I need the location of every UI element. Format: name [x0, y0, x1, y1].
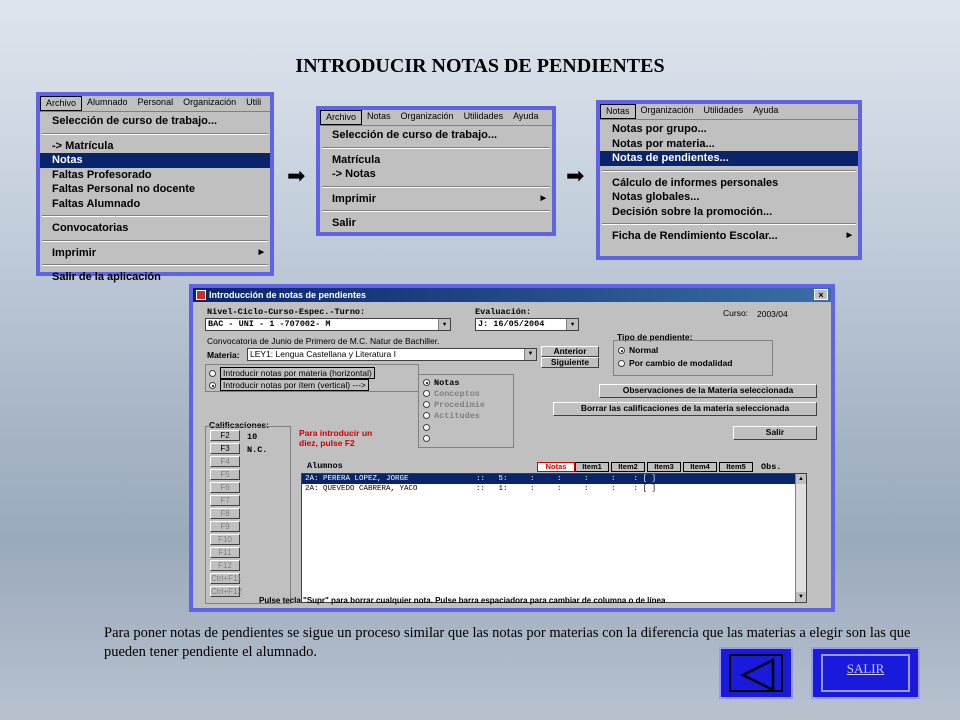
- anterior-button[interactable]: Anterior: [541, 346, 599, 357]
- materia-select[interactable]: [247, 348, 537, 361]
- menu-separator: [322, 186, 550, 188]
- modo-introduccion-group: [205, 364, 419, 392]
- radio-icon: [209, 370, 216, 377]
- menu-item-calculo-informes[interactable]: Cálculo de informes personales: [612, 176, 779, 189]
- menu-organizacion[interactable]: Organización: [640, 105, 694, 115]
- materia-value: LEY1: Lengua Castellana y Literatura I: [250, 349, 397, 359]
- radio-icon: [209, 382, 216, 389]
- back-button[interactable]: [719, 647, 793, 699]
- menu-separator: [602, 223, 856, 225]
- evaluacion-label: Evaluación:: [475, 307, 532, 317]
- scroll-down-icon[interactable]: ▼: [796, 592, 806, 602]
- radio-icon: [423, 435, 430, 442]
- fkey-f5[interactable]: F5: [210, 469, 240, 480]
- triangle-left-icon: [741, 658, 775, 692]
- menu-utilidades[interactable]: Utilidades: [463, 111, 504, 121]
- col-header-obs: Obs.: [761, 462, 782, 472]
- menu-notas[interactable]: Notas: [367, 111, 391, 121]
- fkey-f3[interactable]: F3: [210, 443, 240, 454]
- arrow-right-icon: ➡: [566, 163, 585, 188]
- menu-separator: [42, 240, 268, 242]
- radio-intro-materia[interactable]: [209, 368, 375, 378]
- radio-icon: [423, 390, 430, 397]
- radio-label: Normal: [629, 345, 659, 355]
- page-title: INTRODUCIR NOTAS DE PENDIENTES: [295, 55, 665, 77]
- table-row[interactable]: 2A: QUEVEDO CABRERA, YACO :: 1: : : : : : [ ]: [305, 485, 657, 493]
- radio-label: Por cambio de modalidad: [629, 358, 733, 368]
- menu-item-decision-promocion[interactable]: Decisión sobre la promoción...: [612, 205, 773, 218]
- f3-value: N.C.: [247, 445, 268, 455]
- menu-organizacion[interactable]: Organización: [400, 111, 454, 121]
- alumnos-label: Alumnos: [307, 461, 343, 471]
- chevron-down-icon: ▼: [524, 349, 536, 360]
- app-icon: [196, 290, 206, 300]
- menu-item-label: Imprimir: [332, 192, 377, 205]
- menu-item-notas-pendientes[interactable]: Notas de pendientes...: [600, 151, 858, 166]
- col-header-item1[interactable]: Item1: [575, 462, 609, 472]
- fkey-f6[interactable]: F6: [210, 482, 240, 493]
- calificaciones-label: Calificaciones:: [209, 420, 269, 430]
- submenu-arrow-icon: ▶: [258, 248, 264, 256]
- menu-bar: [600, 104, 858, 120]
- fkey-f8[interactable]: F8: [210, 508, 240, 519]
- scroll-up-icon[interactable]: ▲: [796, 474, 806, 484]
- radio-label: Introducir notas por materia (horizontal): [220, 367, 375, 379]
- menu-archivo[interactable]: Archivo: [40, 96, 82, 111]
- menu-item-matricula[interactable]: Matrícula: [332, 153, 381, 166]
- radio-icon: [423, 424, 430, 431]
- radio-item-empty[interactable]: [423, 433, 434, 443]
- fkey-f10[interactable]: F10: [210, 534, 240, 545]
- radio-label: Procedimie: [434, 400, 486, 410]
- menu-separator: [42, 264, 268, 266]
- dialog-title: Introducción de notas de pendientes: [209, 290, 367, 300]
- menu-item-label: Ficha de Rendimiento Escolar...: [612, 230, 778, 242]
- menu-separator: [322, 210, 550, 212]
- menu-item-convocatorias[interactable]: Convocatorias: [52, 222, 129, 234]
- fkey-f2[interactable]: F2: [210, 430, 240, 441]
- menu-screenshot-notas-submenu: [596, 100, 862, 260]
- menu-item-imprimir[interactable]: [320, 192, 552, 207]
- submenu-arrow-icon: ▶: [846, 232, 852, 239]
- radio-label: Notas: [434, 378, 460, 388]
- alumnos-grid[interactable]: [301, 473, 807, 603]
- menu-archivo[interactable]: Archivo: [320, 110, 362, 125]
- menu-separator: [602, 170, 856, 172]
- col-header-item3[interactable]: Item3: [647, 462, 681, 472]
- fkey-f12[interactable]: F12: [210, 560, 240, 571]
- menu-item-imprimir[interactable]: [40, 246, 270, 261]
- salir-link[interactable]: SALIR: [846, 661, 885, 676]
- chevron-down-icon: ▼: [438, 319, 450, 330]
- f2-value: 10: [247, 432, 258, 442]
- fkey-f11[interactable]: F11: [210, 547, 240, 558]
- menu-bar: [40, 96, 270, 112]
- menu-ayuda[interactable]: Ayuda: [753, 105, 779, 115]
- menu-separator: [42, 133, 268, 135]
- col-header-notas[interactable]: Notas: [537, 462, 575, 472]
- curso-value: 2003/04: [757, 309, 788, 319]
- menu-item-salir[interactable]: Salir: [332, 217, 356, 229]
- radio-icon: [423, 379, 430, 386]
- radio-label: Conceptos: [434, 389, 480, 399]
- evaluacion-value: J: 16/05/2004: [478, 319, 545, 329]
- col-header-item5[interactable]: Item5: [719, 462, 753, 472]
- footer-hint: Pulse tecla "Supr" para borrar cualquier nota. Pulse barra espaciadora para cambiar de columna o de línea: [259, 596, 666, 605]
- nivel-label: Nivel-Ciclo-Curso-Espec.-Turno:: [207, 307, 366, 317]
- convocatoria-text: Convocatoria de Junio de Primero de M.C. Natur de Bachiller.: [207, 336, 440, 346]
- tipo-pendiente-group: [613, 340, 773, 376]
- radio-item-procedimientos[interactable]: [423, 400, 485, 410]
- nivel-select[interactable]: [205, 318, 451, 331]
- radio-item-actitudes[interactable]: [423, 411, 480, 421]
- menu-personal[interactable]: Personal: [137, 97, 174, 107]
- menu-utilidades[interactable]: Utilidades: [703, 105, 744, 115]
- evaluacion-select[interactable]: [475, 318, 579, 331]
- menu-separator: [322, 147, 550, 149]
- col-header-item2[interactable]: Item2: [611, 462, 645, 472]
- table-row[interactable]: 2A: PERERA LOPEZ, JORGE :: 5: : : : : : [ ]: [302, 474, 806, 484]
- menu-item-matricula[interactable]: -> Matrícula: [52, 139, 114, 152]
- salir-link-button[interactable]: [811, 647, 920, 699]
- curso-label: Curso:: [723, 308, 749, 318]
- radio-item-empty[interactable]: [423, 422, 434, 432]
- menu-item-salir-aplicacion[interactable]: Salir de la aplicación: [52, 271, 161, 283]
- radio-icon: [423, 401, 430, 408]
- menu-item-label: Imprimir: [52, 246, 97, 259]
- borrar-calificaciones-button[interactable]: Borrar las calificaciones de la materia seleccionada: [553, 402, 817, 416]
- menu-screenshot-archivo: [36, 92, 274, 283]
- fkey-ctrl-f11[interactable]: Ctrl+F11: [211, 574, 242, 583]
- fkey-f7[interactable]: F7: [210, 495, 240, 506]
- radio-label: Actitudes: [434, 411, 480, 421]
- menu-bar: [320, 110, 552, 126]
- menu-item-faltas-alumnado[interactable]: Faltas Alumnado: [52, 197, 141, 210]
- nivel-value: BAC - UNI - 1 -707002- M: [208, 319, 331, 329]
- menu-utilidades[interactable]: Utili: [246, 97, 262, 107]
- radio-item-notas[interactable]: [423, 378, 460, 388]
- radio-icon: [618, 347, 625, 354]
- hint-text: Para introducir un diez, pulse F2: [299, 428, 373, 448]
- menu-screenshot-notas: [316, 106, 556, 236]
- dialog-notas-pendientes: [189, 284, 835, 612]
- menu-item-seleccion-curso[interactable]: Selección de curso de trabajo...: [52, 115, 218, 127]
- fkey-f9[interactable]: F9: [210, 521, 240, 532]
- radio-label: Introducir notas por ítem (vertical) --->: [220, 379, 369, 391]
- items-radio-list: [418, 374, 514, 448]
- tipo-pendiente-label: Tipo de pendiente:: [617, 332, 693, 342]
- dialog-titlebar: [193, 288, 831, 302]
- menu-item-notas[interactable]: -> Notas: [332, 168, 376, 180]
- materia-label: Materia:: [207, 350, 240, 360]
- radio-icon: [618, 360, 625, 367]
- chevron-down-icon: ▼: [566, 319, 578, 330]
- menu-item-faltas-profesorado[interactable]: Faltas Profesorado: [52, 168, 152, 181]
- menu-notas[interactable]: Notas: [600, 104, 636, 119]
- radio-intro-item[interactable]: [209, 380, 369, 390]
- menu-item-notas[interactable]: Notas: [40, 153, 270, 168]
- radio-icon: [423, 412, 430, 419]
- radio-normal[interactable]: [618, 345, 658, 355]
- fkey-f4[interactable]: F4: [210, 456, 240, 467]
- menu-ayuda[interactable]: Ayuda: [513, 111, 539, 121]
- menu-item-notas-grupo[interactable]: Notas por grupo...: [612, 123, 707, 135]
- scroll-track[interactable]: [796, 484, 806, 592]
- menu-item-notas-globales[interactable]: Notas globales...: [612, 191, 700, 203]
- menu-alumnado[interactable]: Alumnado: [87, 97, 128, 107]
- menu-item-faltas-personal[interactable]: Faltas Personal no docente: [52, 183, 196, 195]
- radio-item-conceptos[interactable]: [423, 389, 480, 399]
- menu-item-notas-materia[interactable]: Notas por materia...: [612, 137, 715, 150]
- description-paragraph: Para poner notas de pendientes se sigue un proceso similar que las notas por materias con la diferencia que las materias a elegir son las que pueden tener pendiente el alumnado.: [104, 625, 911, 660]
- scrollbar[interactable]: [795, 474, 806, 602]
- col-header-item4[interactable]: Item4: [683, 462, 717, 472]
- menu-separator: [42, 215, 268, 217]
- siguiente-button[interactable]: Siguiente: [541, 357, 599, 368]
- arrow-right-icon: ➡: [287, 163, 306, 188]
- menu-item-ficha-rendimiento[interactable]: [600, 229, 858, 244]
- radio-cambio-modalidad[interactable]: [618, 358, 732, 368]
- submenu-arrow-icon: ▶: [540, 194, 546, 202]
- close-icon[interactable]: ×: [814, 289, 828, 300]
- observaciones-button[interactable]: Observaciones de la Materia seleccionada: [599, 384, 817, 398]
- menu-item-seleccion-curso[interactable]: Selección de curso de trabajo...: [332, 129, 498, 141]
- menu-organizacion[interactable]: Organización: [183, 97, 237, 107]
- salir-button[interactable]: Salir: [733, 426, 817, 440]
- fkey-ctrl-f12[interactable]: Ctrl+F12: [211, 587, 242, 596]
